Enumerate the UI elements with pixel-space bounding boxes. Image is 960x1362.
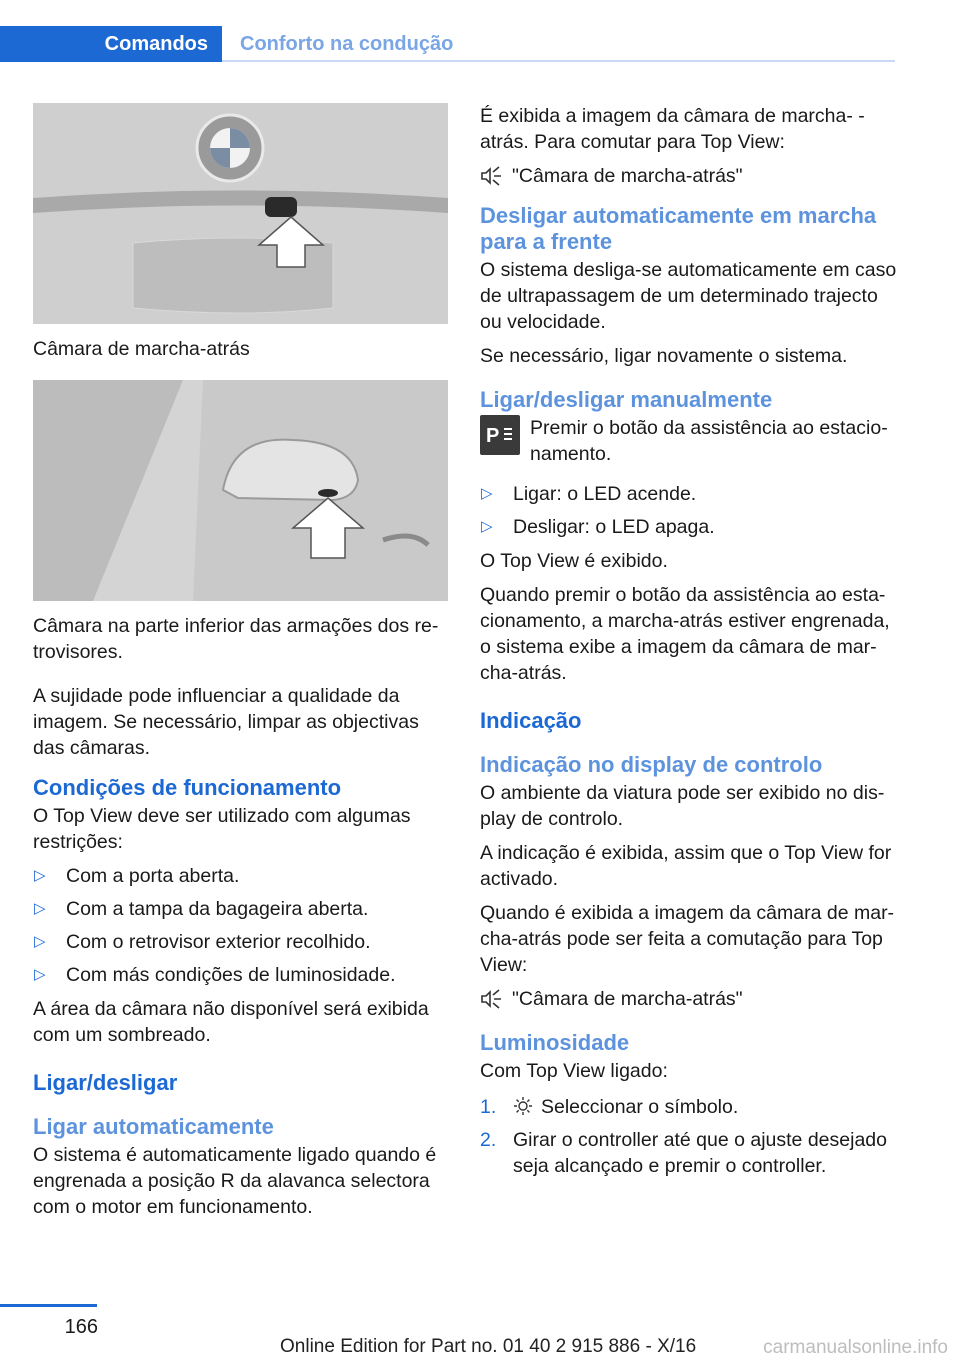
paragraph-dirt: A sujidade pode influenciar a qualidade da imagem. Se necessário, limpar as objectivas das câmaras. — [33, 685, 419, 759]
list-item: ▷ Ligar: o LED acende. — [481, 483, 697, 505]
triangle-bullet-icon: ▷ — [34, 900, 46, 917]
paragraph-desligar-2: Se necessário, ligar novamente o sistema. — [480, 345, 848, 367]
voice-command-text: "Câmara de marcha-atrás" — [512, 165, 743, 187]
tab-comandos[interactable]: Comandos — [0, 26, 222, 62]
triangle-bullet-icon: ▷ — [481, 518, 493, 535]
step-text: Girar o controller até que o ajuste desejado seja alcançado e premir o controller. — [513, 1129, 887, 1177]
heading-ligar-desligar: Ligar/desligar — [33, 1070, 178, 1095]
step-item — [480, 1094, 898, 1120]
triangle-bullet-icon: ▷ — [481, 485, 493, 502]
step-number: 1. — [480, 1096, 497, 1118]
triangle-bullet-icon: ▷ — [34, 966, 46, 983]
brightness-icon — [513, 1096, 533, 1116]
left-column — [33, 103, 451, 1228]
paragraph-condicoes: O Top View deve ser utilizado com algumas restrições: — [33, 805, 411, 853]
voice-command-2 — [480, 986, 898, 1012]
list-item: ▷ Desligar: o LED apaga. — [481, 516, 715, 538]
header-tabs — [0, 26, 895, 62]
voice-command-text: "Câmara de marcha-atrás" — [512, 988, 743, 1010]
step-item — [480, 1127, 898, 1179]
paragraph-ind-3: Quando é exibida a imagem da câmara de mar- cha-atrás pode ser feita a comutação para Top View: — [480, 902, 895, 976]
triangle-bullet-icon: ▷ — [34, 933, 46, 950]
paragraph-ligar-auto: O sistema é automaticamente ligado quando é engrenada a posição R da alavanca selectora com o motor em funcionamento. — [33, 1144, 437, 1218]
parking-assist-button-icon — [480, 415, 520, 455]
rear-camera-photo — [33, 103, 448, 324]
paragraph-ind-1: O ambiente da viatura pode ser exibido no dis- play de controlo. — [480, 782, 885, 830]
paragraph-area: A área da câmara não disponível será exibida com um sombreado. — [33, 998, 429, 1046]
caption-rear-camera: Câmara de marcha-atrás — [33, 338, 250, 360]
list-restricoes — [33, 863, 451, 988]
heading-indicacao: Indicação — [480, 708, 582, 733]
paragraph-quando: Quando premir o botão da assistência ao esta- cionamento, a marcha-atrás estiver engrenada, o sistema exibe a imagem da câmara de mar- cha-atrás. — [480, 584, 890, 684]
edition-text: Online Edition for Part no. 01 40 2 915 886 - X/16 — [280, 1336, 697, 1357]
steps-list — [480, 1094, 898, 1179]
paragraph-ind-2: A indicação é exibida, assim que o Top View for activado. — [480, 842, 892, 890]
mirror-camera-illustration — [33, 380, 448, 601]
svg-text:P: P — [486, 425, 500, 447]
heading-condicoes: Condições de funcionamento — [33, 775, 342, 800]
rear-camera-illustration — [33, 103, 448, 324]
heading-manual: Ligar/desligar manualmente — [480, 387, 773, 412]
voice-command-icon — [480, 989, 502, 1009]
list-item: ▷ Com a porta aberta. — [34, 865, 240, 887]
list-item: ▷ Com o retrovisor exterior recolhido. — [34, 931, 371, 953]
step-number: 2. — [480, 1129, 497, 1151]
voice-command-1 — [480, 163, 898, 189]
heading-luminosidade: Luminosidade — [480, 1030, 630, 1055]
footer-rule — [0, 1304, 97, 1307]
paragraph-desligar-1: O sistema desliga-se automaticamente em caso de ultrapassagem de um determinado trajecto ou velocidade. — [480, 259, 897, 333]
tab-underline — [222, 60, 895, 62]
paragraph-topview-shown: O Top View é exibido. — [480, 550, 668, 572]
paragraph-camera-shown: É exibida a imagem da câmara de marcha- -atrás. Para comutar para Top View: — [480, 105, 865, 153]
caption-mirror-camera: Câmara na parte inferior das armações dos re- trovisores. — [33, 615, 439, 663]
paragraph-manual: Premir o botão da assistência ao estacio- namento. — [530, 417, 888, 465]
watermark: carmanualsonline.info — [763, 1337, 948, 1358]
right-column — [480, 103, 898, 1187]
list-led — [480, 481, 898, 540]
step-text: Seleccionar o símbolo. — [541, 1096, 739, 1118]
page-number: 166 — [64, 1316, 98, 1338]
tab-conforto[interactable]: Conforto na condução — [240, 32, 454, 55]
list-item: ▷ Com más condições de luminosidade. — [34, 964, 396, 986]
heading-desligar-auto: Desligar automaticamente em marcha para a frente — [480, 203, 877, 254]
list-item: ▷ Com a tampa da bagageira aberta. — [34, 898, 369, 920]
paragraph-luminosidade: Com Top View ligado: — [480, 1060, 668, 1082]
parking-button-instruction — [480, 415, 898, 467]
mirror-camera-photo — [33, 380, 448, 601]
voice-command-icon — [480, 166, 502, 186]
heading-ligar-auto: Ligar automaticamente — [33, 1114, 274, 1139]
triangle-bullet-icon: ▷ — [34, 867, 46, 884]
heading-indicacao-display: Indicação no display de controlo — [480, 752, 823, 777]
